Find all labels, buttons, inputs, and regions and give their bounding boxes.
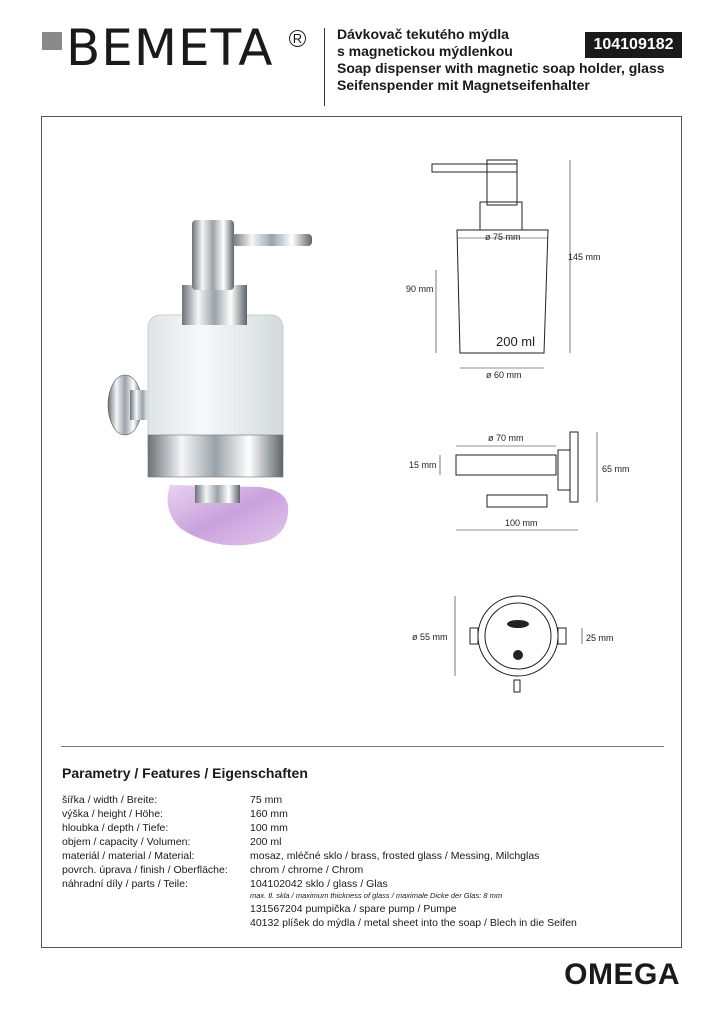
spec-label: hloubka / depth / Tiefe:: [62, 822, 169, 834]
spec-value: 100 mm: [250, 822, 288, 834]
spec-label: výška / height / Höhe:: [62, 808, 163, 820]
dim-offset: 25 mm: [586, 633, 614, 643]
dim-top-diameter: ø 75 mm: [485, 232, 521, 242]
back-view: [455, 596, 582, 692]
technical-drawings: [390, 150, 630, 720]
spec-label: šířka / width / Breite:: [62, 794, 158, 806]
magnet-holder: [195, 485, 240, 503]
mount-slot-icon: [507, 620, 529, 628]
series-name: OMEGA: [564, 958, 680, 991]
volume-label: 200 ml: [496, 334, 536, 349]
title-cz-line1: Dávkovač tekutého mýdla: [337, 26, 509, 42]
dim-back-diameter: ø 55 mm: [412, 632, 448, 642]
title-cz-line2: s magnetickou mýdlenkou: [337, 43, 513, 59]
spec-label: povrch. úprava / finish / Oberfläche:: [62, 864, 228, 876]
spec-label: náhradní díly / parts / Teile:: [62, 878, 188, 890]
brand-logo: BEMETA: [66, 19, 274, 77]
chrome-ring: [148, 435, 283, 477]
spec-value: chrom / chrome / Chrom: [250, 864, 364, 876]
spec-label: materiál / material / Material:: [62, 850, 195, 862]
product-photo: [100, 210, 325, 570]
dim-total-height: 145 mm: [568, 252, 601, 262]
title-en: Soap dispenser with magnetic soap holder, glass: [337, 60, 665, 76]
dim-thickness: 15 mm: [409, 460, 437, 470]
title-de: Seifenspender mit Magnetseifenhalter: [337, 77, 590, 93]
features-title: Parametry / Features / Eigenschaften: [62, 765, 308, 781]
dim-holder-height: 65 mm: [602, 464, 630, 474]
spec-value: 160 mm: [250, 808, 288, 820]
registered-mark: R: [289, 30, 306, 47]
mount-hole-icon: [513, 650, 523, 660]
dim-depth: 100 mm: [505, 518, 538, 528]
product-code: 104109182: [585, 32, 682, 58]
spare-part: 40132 plíšek do mýdla / metal sheet into the soap / Blech in die Seifen: [250, 917, 577, 929]
glass-note: max. tl. skla / maximum thickness of glass / maximale Dicke der Glas: 8 mm: [250, 891, 503, 900]
spec-value: 200 ml: [250, 836, 282, 848]
pump-collar: [182, 285, 247, 325]
side-view: [440, 432, 597, 530]
spec-value: 104102042 sklo / glass / Glas: [250, 878, 388, 890]
logo-mark: [42, 32, 62, 50]
spec-label: objem / capacity / Volumen:: [62, 836, 191, 848]
header-divider: [324, 28, 325, 106]
spec-value: 75 mm: [250, 794, 283, 806]
dim-ring-diameter: ø 70 mm: [488, 433, 524, 443]
pump-spout: [232, 234, 312, 246]
section-divider: [61, 746, 664, 747]
spare-part: 131567204 pumpička / spare pump / Pumpe: [250, 903, 457, 915]
pump-head: [192, 220, 234, 290]
dim-body-height: 90 mm: [406, 284, 434, 294]
spec-value: mosaz, mléčné sklo / brass, frosted glass / Messing, Milchglas: [250, 850, 540, 862]
dim-bottom-diameter: ø 60 mm: [486, 370, 522, 380]
